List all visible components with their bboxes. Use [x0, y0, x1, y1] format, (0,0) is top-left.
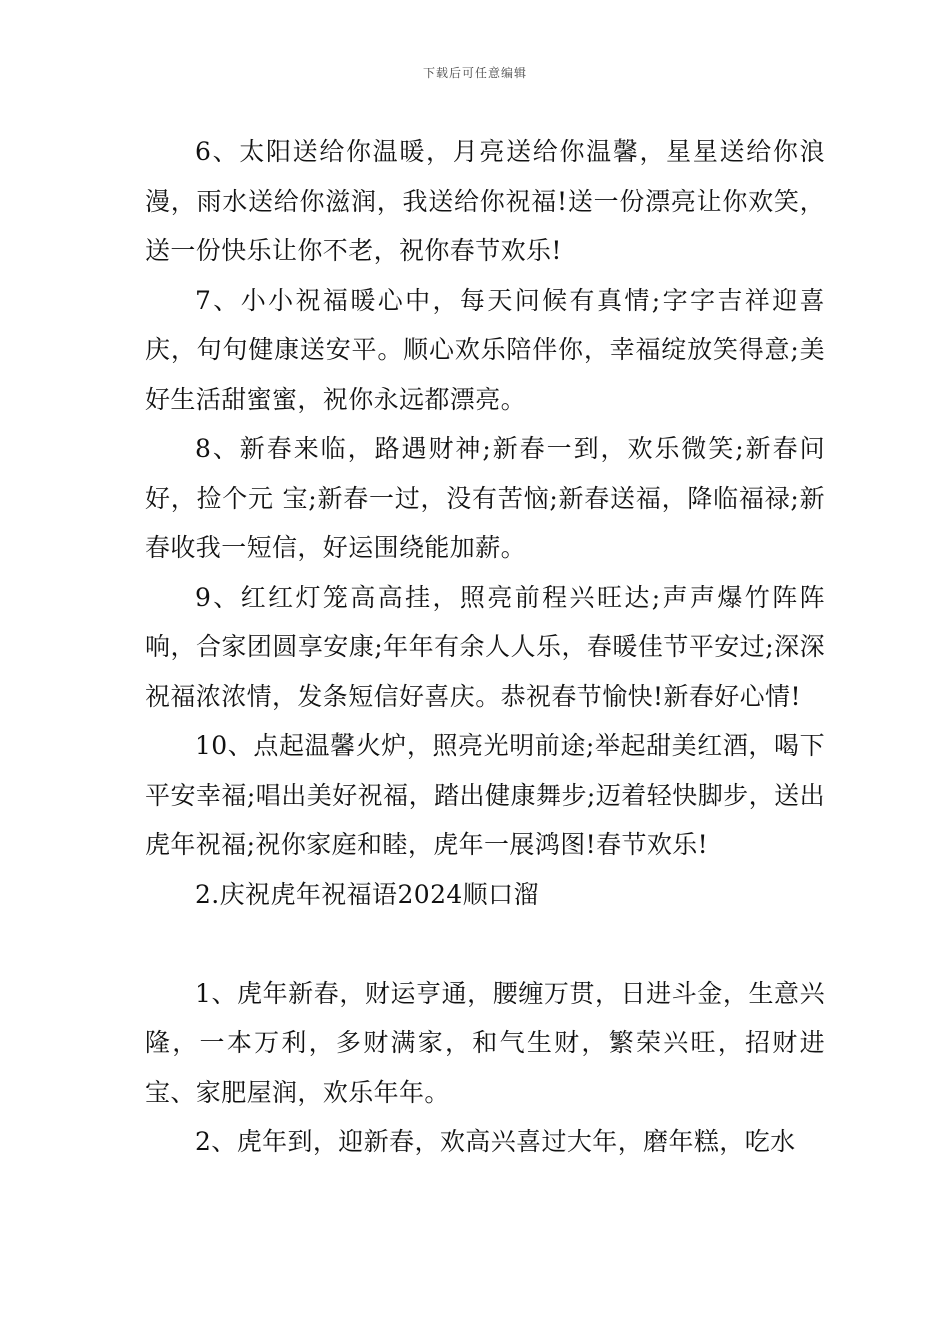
- paragraph-9: 9、红红灯笼高高挂，照亮前程兴旺达;声声爆竹阵阵响，合家团圆享安康;年年有余人人乐，春暖佳节平安过;深深祝福浓浓情，发条短信好喜庆。恭祝春节愉快!新春好心情!: [145, 582, 825, 711]
- paragraph-8: 8、新春来临，路遇财神;新春一到，欢乐微笑;新春问好，捡个元 宝;新春一过，没有苦恼;新春送福，降临福禄;新春收我一短信，好运围绕能加薪。: [145, 434, 825, 562]
- paragraph-b2: 2、虎年到，迎新春，欢高兴喜过大年，磨年糕，吃水: [195, 1127, 796, 1156]
- page-header: 下载后可任意编辑: [422, 66, 527, 80]
- document-body: [145, 127, 825, 1167]
- paragraph-10: 10、点起温馨火炉，照亮光明前途;举起甜美红酒，喝下平安幸福;唱出美好祝福，踏出健康舞步;迈着轻快脚步，送出虎年祝福;祝你家庭和睦，虎年一展鸿图!春节欢乐!: [145, 731, 825, 859]
- paragraph-7: 7、小小祝福暖心中，每天问候有真情;字字吉祥迎喜庆，句句健康送安平。顺心欢乐陪伴你，幸福绽放笑得意;美好生活甜蜜蜜，祝你永远都漂亮。: [145, 285, 825, 414]
- paragraph-6: 6、太阳送给你温暖，月亮送给你温馨，星星送给你浪漫，雨水送给你滋润，我送给你祝福!送一份漂亮让你欢笑，送一份快乐让你不老，祝你春节欢乐!: [145, 137, 825, 265]
- paragraph-b1: 1、虎年新春，财运亨通，腰缠万贯，日进斗金，生意兴隆，一本万利，多财满家，和气生财，繁荣兴旺，招财进宝、家肥屋润，欢乐年年。: [145, 978, 825, 1107]
- section-heading: 2.庆祝虎年祝福语2024顺口溜: [195, 879, 539, 909]
- blank-line: [145, 919, 825, 969]
